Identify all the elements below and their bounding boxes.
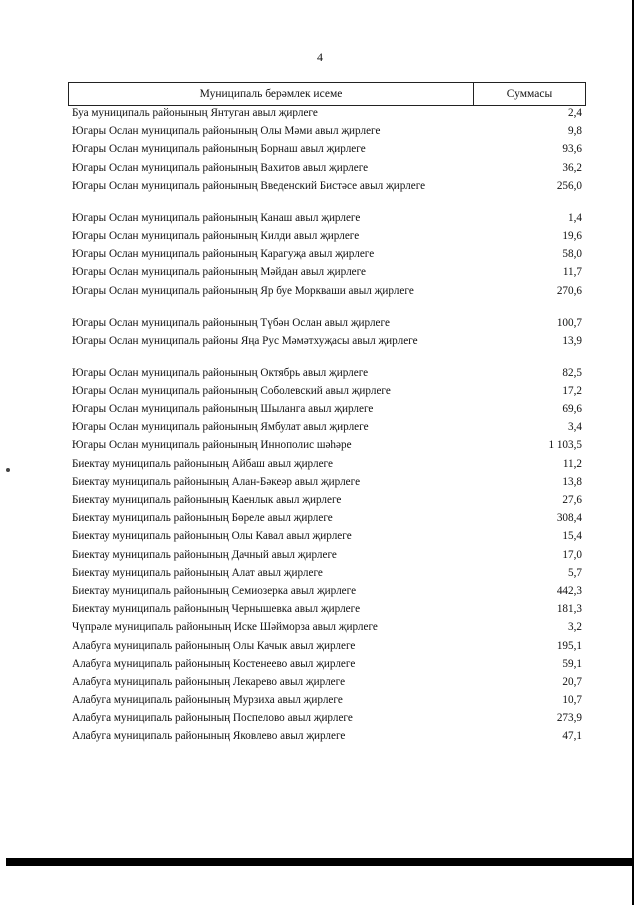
table-row <box>72 512 582 530</box>
row-name: Югары Ослан муниципаль районының Введенский Бистәсе авыл җирлеге <box>72 179 426 192</box>
table-row <box>72 476 582 494</box>
scan-bottom-bar <box>6 858 634 866</box>
row-name: Биектау муниципаль районының Чернышевка авыл җирлеге <box>72 603 361 616</box>
row-sum: 82,5 <box>562 366 582 379</box>
row-name: Югары Ослан муниципаль районының Мәйдан авыл җирлеге <box>72 266 367 279</box>
table-row <box>72 585 582 603</box>
row-sum: 19,6 <box>562 229 582 242</box>
row-sum: 11,7 <box>562 266 582 279</box>
row-sum: 195,1 <box>556 639 582 652</box>
row-sum: 15,4 <box>562 530 582 543</box>
table-row <box>72 712 582 730</box>
row-name: Биектау муниципаль районының Дачный авыл җирлеге <box>72 548 337 561</box>
row-name: Биектау муниципаль районының Каенлык авыл җирлеге <box>72 494 342 506</box>
table-row <box>72 458 582 476</box>
row-name: Югары Ослан муниципаль районының Соболевский авыл җирлеге <box>72 384 391 397</box>
row-sum: 308,4 <box>556 512 582 525</box>
row-name: Югары Ослан муниципаль районының Вахитов авыл җирлеге <box>72 161 369 174</box>
row-name: Алабуга муниципаль районының Мурзиха авыл җирлеге <box>72 694 343 707</box>
table-row <box>72 230 582 248</box>
row-name: Югары Ослан муниципаль районының Килди авыл җирлеге <box>72 229 360 242</box>
table-row <box>72 125 582 143</box>
column-header-sum: Суммасы <box>506 88 553 100</box>
row-sum: 256,0 <box>556 179 582 192</box>
table-row <box>72 335 582 367</box>
row-name: Биектау муниципаль районының Айбаш авыл җирлеге <box>72 457 333 470</box>
row-sum: 9,8 <box>568 125 582 138</box>
table-row <box>72 676 582 694</box>
row-name: Биектау муниципаль районының Семиозерка авыл җирлеге <box>72 584 357 597</box>
row-sum: 181,3 <box>556 603 582 616</box>
table-header <box>68 82 586 106</box>
row-name: Алабуга муниципаль районының Олы Качык авыл җирлеге <box>72 639 356 652</box>
row-sum: 69,6 <box>562 403 582 416</box>
row-name: Биектау муниципаль районының Олы Кавал авыл җирлеге <box>72 530 352 543</box>
table-row <box>72 530 582 548</box>
row-sum: 27,6 <box>562 494 582 506</box>
row-name: Чүпрәле муниципаль районының Иске Шәйморза авыл җирлеге <box>72 621 378 634</box>
row-name: Югары Ослан муниципаль районының Борнаш авыл җирлеге <box>72 143 366 156</box>
table-row <box>72 107 582 125</box>
table-row <box>72 694 582 712</box>
table-row <box>72 439 582 457</box>
table-row <box>72 658 582 676</box>
row-sum: 442,3 <box>556 584 582 597</box>
table-row <box>72 640 582 658</box>
column-header-name: Муниципаль берәмлек исеме <box>69 83 474 105</box>
row-sum: 270,6 <box>556 284 582 297</box>
scan-edge <box>632 0 634 905</box>
table-row <box>72 549 582 567</box>
table-row <box>72 180 582 212</box>
row-sum: 58,0 <box>562 248 582 261</box>
row-sum: 13,9 <box>562 334 582 347</box>
row-name: Югары Ослан муниципаль районының Олы Мәми авыл җирлеге <box>72 125 381 138</box>
row-name: Югары Ослан муниципаль районы Яңа Рус Мәмәтхуҗасы авыл җирлеге <box>72 334 418 347</box>
scan-artifact <box>6 468 10 472</box>
table-row <box>72 248 582 266</box>
row-name: Югары Ослан муниципаль районының Октябрь авыл җирлеге <box>72 366 369 379</box>
row-sum: 100,7 <box>556 316 582 329</box>
table-row <box>72 317 582 335</box>
row-sum: 47,1 <box>562 730 582 743</box>
table-row <box>72 285 582 317</box>
table-row <box>72 621 582 639</box>
row-sum: 20,7 <box>562 675 582 688</box>
row-name: Югары Ослан муниципаль районының Шыланга авыл җирлеге <box>72 403 374 416</box>
page-number: 4 <box>317 50 323 64</box>
row-sum: 3,4 <box>568 421 582 434</box>
row-name: Алабуга муниципаль районының Костенеево авыл җирлеге <box>72 657 356 670</box>
table-row <box>72 143 582 161</box>
row-sum: 17,0 <box>562 548 582 561</box>
table-row <box>72 730 582 748</box>
row-sum: 273,9 <box>556 712 582 725</box>
table-row <box>72 421 582 439</box>
row-name: Югары Ослан муниципаль районының Канаш авыл җирлеге <box>72 211 361 224</box>
row-name: Югары Ослан муниципаль районының Иннополис шәһәре <box>72 439 352 452</box>
row-name: Алабуга муниципаль районының Яковлево авыл җирлеге <box>72 730 346 743</box>
row-sum: 3,2 <box>568 621 582 634</box>
row-name: Югары Ослан муниципаль районының Карагуҗа авыл җирлеге <box>72 248 375 261</box>
table-row <box>72 403 582 421</box>
row-sum: 11,2 <box>562 457 582 470</box>
row-sum: 36,2 <box>562 161 582 174</box>
table-body <box>72 107 582 749</box>
row-sum: 93,6 <box>562 143 582 156</box>
row-sum: 5,7 <box>568 566 582 579</box>
row-sum: 17,2 <box>562 384 582 397</box>
row-sum: 1,4 <box>568 211 582 224</box>
row-sum: 13,8 <box>562 475 582 488</box>
row-sum: 10,7 <box>562 694 582 707</box>
table-row <box>72 367 582 385</box>
table-row <box>72 212 582 230</box>
row-sum: 1 103,5 <box>548 439 582 452</box>
row-name: Югары Ослан муниципаль районының Түбән Ослан авыл җирлеге <box>72 316 390 329</box>
row-name: Алабуга муниципаль районының Поспелово авыл җирлеге <box>72 712 353 725</box>
row-name: Биектау муниципаль районының Алан-Бәкеәр авыл җирлеге <box>72 475 361 488</box>
table-row <box>72 603 582 621</box>
row-name: Алабуга муниципаль районының Лекарево авыл җирлеге <box>72 675 346 688</box>
row-sum: 2,4 <box>568 107 582 119</box>
row-name: Югары Ослан муниципаль районының Яр буе Моркваши авыл җирлеге <box>72 284 414 297</box>
table-row <box>72 567 582 585</box>
row-name: Буа муниципаль районының Янтуган авыл җирлеге <box>72 107 318 119</box>
row-name: Югары Ослан муниципаль районының Ямбулат авыл җирлеге <box>72 421 369 434</box>
table-row <box>72 162 582 180</box>
table-row <box>72 385 582 403</box>
row-name: Биектау муниципаль районының Алат авыл җирлеге <box>72 566 323 579</box>
row-name: Биектау муниципаль районының Бөреле авыл җирлеге <box>72 512 333 525</box>
table-row <box>72 494 582 512</box>
row-sum: 59,1 <box>562 657 582 670</box>
table-row <box>72 266 582 284</box>
